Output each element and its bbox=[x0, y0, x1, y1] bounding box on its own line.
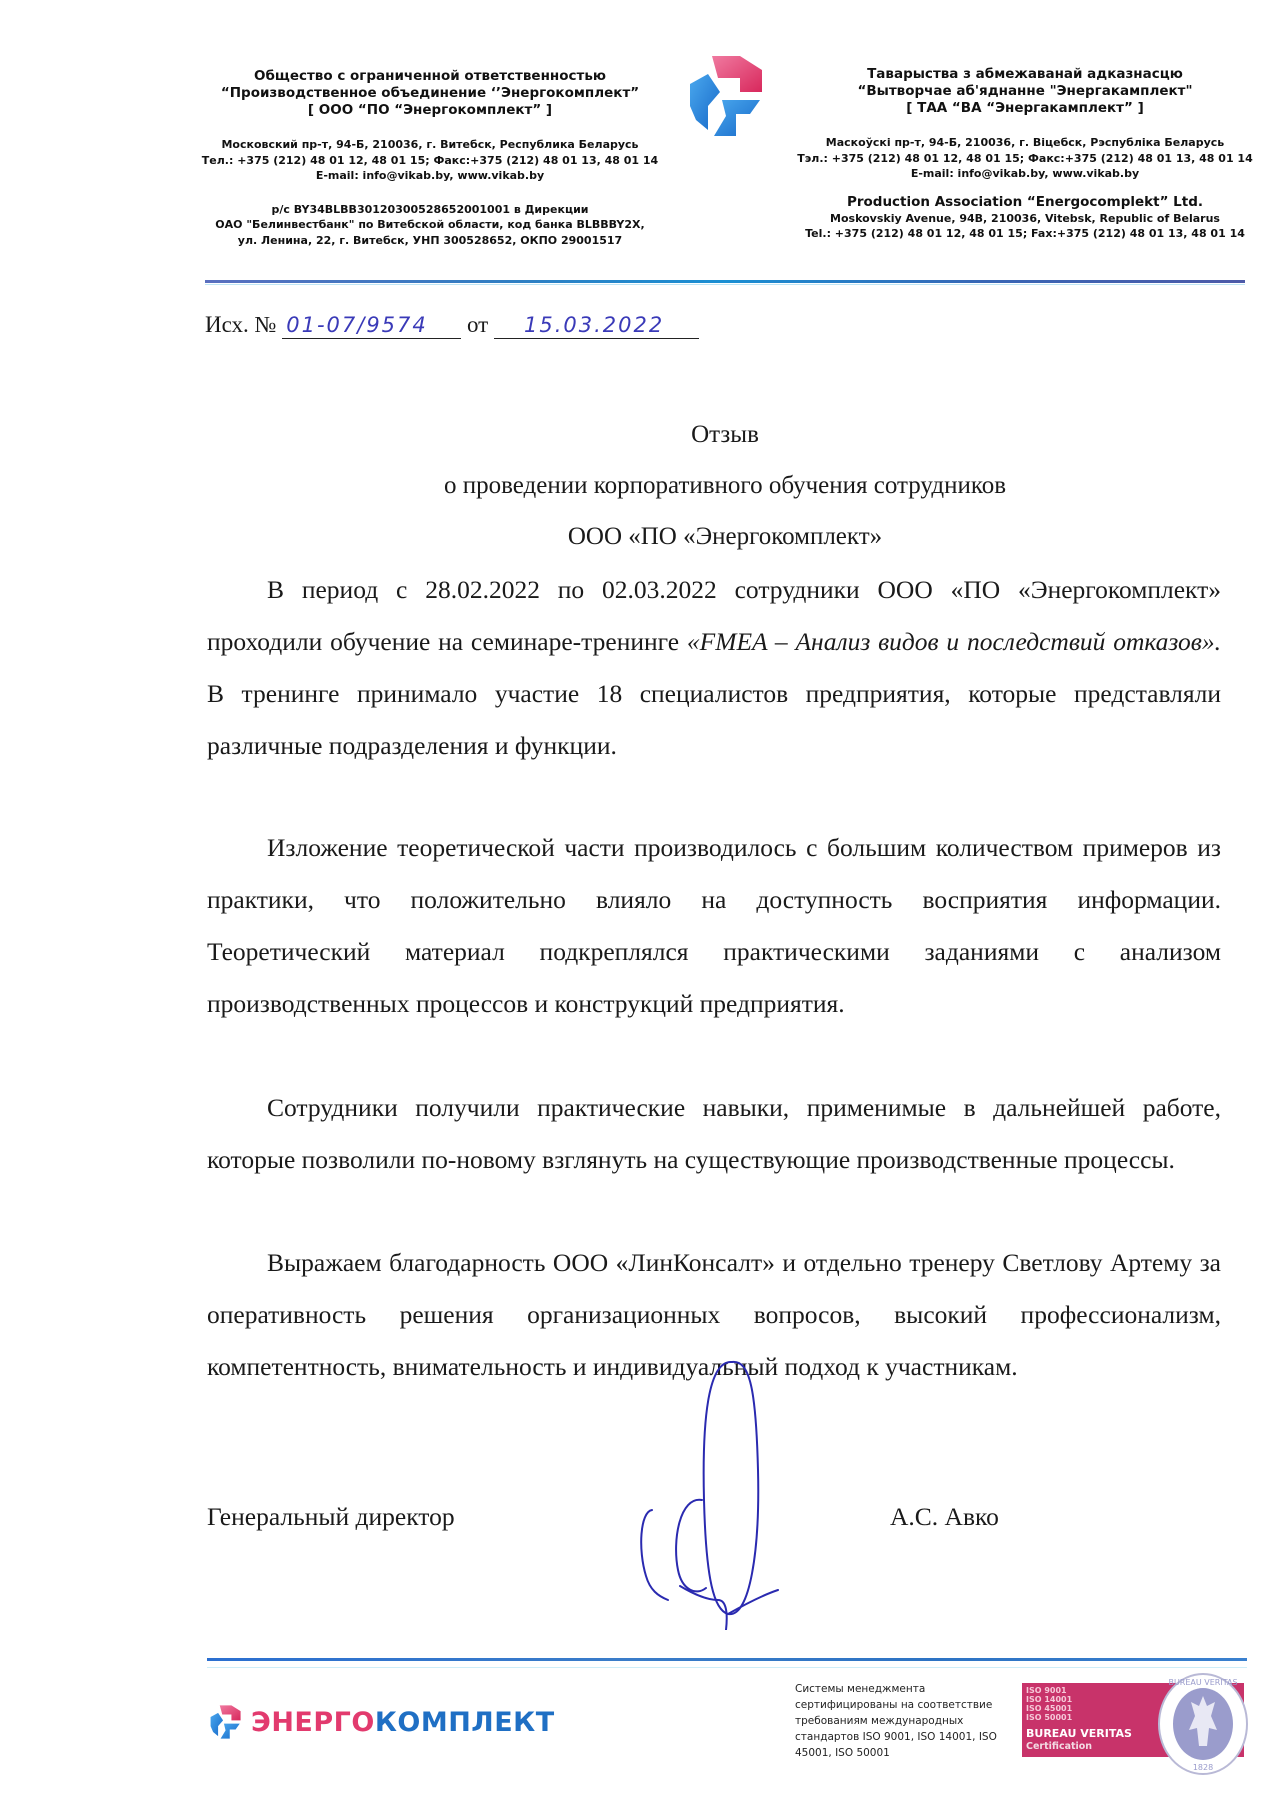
header-right-en-title: Production Association “Energocomplekt” Ltd. bbox=[846, 193, 1204, 210]
bureau-veritas-certification: Certification bbox=[1026, 1741, 1093, 1752]
header-right-title-1: Таварыства з абмежаванай адказнасцю bbox=[867, 66, 1183, 82]
header-left-address: Московский пр-т, 94-Б, 210036, г. Витебск, Республика Беларусь bbox=[221, 138, 639, 151]
bureau-veritas-name: BUREAU VERITAS bbox=[1026, 1727, 1132, 1740]
signatory-position: Генеральный директор bbox=[207, 1502, 455, 1531]
bv-iso-4: ISO 50001 bbox=[1026, 1713, 1073, 1722]
brand-word-part-2: КОМПЛЕКТ bbox=[374, 1706, 555, 1738]
header-left-title-3: [ ООО “ПО “Энергокомплект” ] bbox=[307, 102, 553, 118]
document-subtitle: о проведении корпоративного обучения сотрудников bbox=[443, 472, 1007, 499]
reference-date: 15.03.2022 bbox=[523, 313, 665, 337]
header-left-block bbox=[200, 68, 660, 248]
header-right-title-3: [ ТАА “ВА “Энергакамплект” ] bbox=[906, 100, 1144, 116]
header-right-phone: Тэл.: +375 (212) 48 01 12, 48 01 15; Факс:+375 (212) 48 01 13, 48 01 14 bbox=[797, 151, 1253, 165]
signatory-name: А.С. Авко bbox=[890, 1502, 999, 1531]
p4-text: Выражаем благодарность ООО «ЛинКонсалт» и отдельно тренеру Светлову Артему за оперативность решения организационных вопросов, высокий профессионализм, компетентность, внимательность и индивидуальный подход к участникам. bbox=[207, 1248, 1221, 1381]
energocomplekt-logo-icon bbox=[682, 48, 772, 144]
bv-seal-year: 1828 bbox=[1192, 1763, 1214, 1772]
header-left-email: E-mail: info@vikab.by, www.vikab.by bbox=[315, 169, 545, 182]
handwritten-signature bbox=[610, 1300, 790, 1630]
reference-date-label: от bbox=[466, 312, 489, 337]
p2-text: Изложение теоретической части производилось с большим количеством примеров из практики, что положительно влияло на доступность восприятия информации. Теоретический материал подкреплялся практическими заданиями с анализом производственных процессов и конструкций предприятия. bbox=[207, 833, 1221, 1018]
bureau-veritas-iso-list bbox=[1026, 1686, 1072, 1722]
header-left-bank-1: р/с BY34BLBB30120300528652001001 в Дирекции bbox=[271, 202, 589, 216]
bv-iso-1: ISO 9001 bbox=[1026, 1686, 1067, 1695]
body-paragraph-2 bbox=[207, 822, 1221, 1030]
header-left-title-2: “Производственное объединение ‘’Энергокомплект” bbox=[220, 85, 640, 101]
footer-logo-icon bbox=[205, 1702, 247, 1742]
body-paragraph-3 bbox=[207, 1082, 1221, 1186]
header-right-email: E-mail: info@vikab.by, www.vikab.by bbox=[910, 167, 1140, 180]
bv-iso-2: ISO 14001 bbox=[1026, 1695, 1073, 1704]
bv-iso-3: ISO 45001 bbox=[1026, 1704, 1073, 1713]
header-divider bbox=[205, 280, 1245, 283]
footer-brand-logo bbox=[205, 1700, 555, 1744]
header-right-block bbox=[795, 66, 1255, 242]
p1-text-start: В период с 28.02.2022 по 02.03.2022 сотрудники ООО «ПО «Энергокомплект» проходили обучение на семинаре-тренинге bbox=[207, 575, 1221, 656]
p3-text: Сотрудники получили практические навыки, применимые в дальнейшей работе, которые позволили по-новому взглянуть на существующие производственные процессы. bbox=[207, 1093, 1221, 1174]
header-right-en-address: Moskovskiy Avenue, 94B, 210036, Vitebsk, Republic of Belarus bbox=[830, 211, 1220, 225]
header-left-phone: Тел.: +375 (212) 48 01 12, 48 01 15; Факс:+375 (212) 48 01 13, 48 01 14 bbox=[201, 153, 659, 167]
header-right-en-phone: Tel.: +375 (212) 48 01 12, 48 01 15; Fax:+375 (212) 48 01 13, 48 01 14 bbox=[805, 227, 1245, 240]
header-left-title-1: Общество с ограниченной ответственностью bbox=[254, 68, 606, 84]
reference-number-label: Исх. № bbox=[205, 312, 277, 337]
header-divider-shadow bbox=[205, 284, 1245, 285]
body-paragraph-1 bbox=[207, 564, 1221, 772]
footer-divider-shadow bbox=[207, 1667, 1247, 1668]
document-title: Отзыв bbox=[691, 421, 759, 448]
reference-number: 01-07/9574 bbox=[286, 313, 428, 337]
bv-seal-text: BUREAU VERITAS bbox=[1168, 1678, 1238, 1687]
header-right-title-2: “Вытворчае аб'яднанне "Энергакамплект" bbox=[857, 83, 1193, 99]
brand-word-part-1: ЭНЕРГО bbox=[251, 1706, 375, 1738]
outgoing-reference bbox=[205, 312, 699, 339]
footer-divider bbox=[207, 1658, 1247, 1661]
header-left-bank-3: ул. Ленина, 22, г. Витебск, УНП 300528652, ОКПО 29001517 bbox=[237, 233, 623, 247]
certification-note: Системы менеджмента сертифицированы на соответствие требованиям международных стандартов ISO 9001, ISO 14001, ISO 45001, ISO 50001 bbox=[795, 1683, 997, 1759]
bureau-veritas-seal-icon bbox=[1157, 1672, 1249, 1776]
p1-text-end: В тренинге принимало участие 18 специалистов предприятия, которые представляли различные подразделения и функции. bbox=[207, 679, 1221, 760]
p1-seminar-name: «FMEA – Анализ видов и последствий отказов». bbox=[686, 627, 1221, 656]
document-subtitle-company: ООО «ПО «Энергокомплект» bbox=[567, 523, 883, 550]
header-left-bank-2: ОАО "Белинвестбанк" по Витебской области, код банка BLBBBY2X, bbox=[215, 218, 645, 231]
header-right-address: Маскоўскі пр-т, 94-Б, 210036, г. Віцебск, Рэспубліка Беларусь bbox=[825, 136, 1225, 149]
